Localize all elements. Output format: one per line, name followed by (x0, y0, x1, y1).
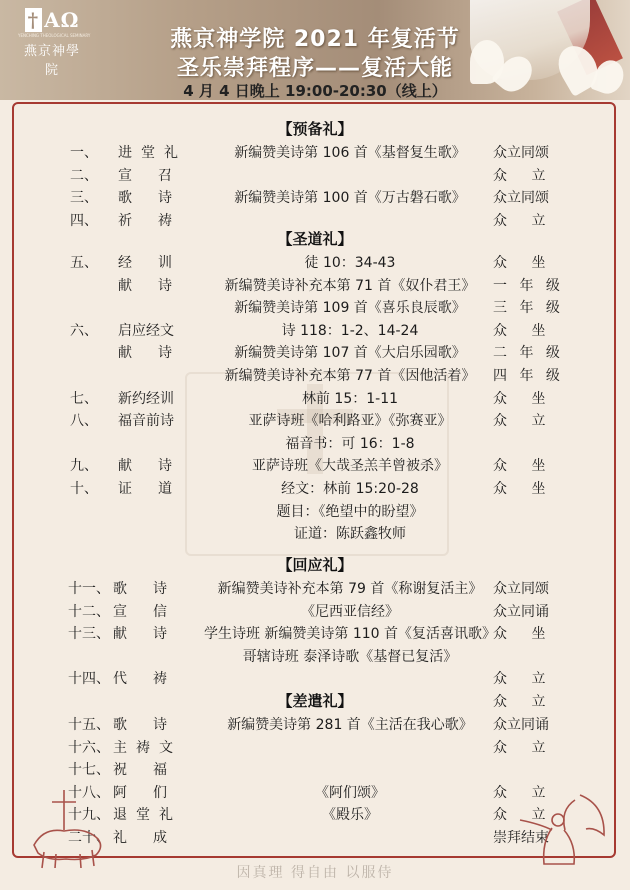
program-row (0, 388, 630, 410)
item-number: 三、 (70, 190, 98, 207)
item-content: 新编赞美诗补充本第 77 首《因他活着》 (224, 368, 476, 384)
program-row (0, 410, 630, 432)
posture-text: 崇拜结束 (493, 830, 549, 846)
logo-english-text: YENCHING THEOLOGICAL SEMINARY (18, 33, 91, 38)
item-name: 礼成 (113, 830, 193, 846)
program-row (0, 365, 630, 387)
item-name: 证道 (118, 481, 198, 497)
section-title: 【预备礼】 (277, 120, 353, 138)
program-row (0, 320, 630, 342)
posture-text: 众立同颂 (493, 145, 549, 161)
item-content: 《阿们颂》 (315, 784, 385, 801)
posture-text: 众 立 (493, 784, 556, 801)
program-row (0, 523, 630, 545)
item-content: 新编赞美诗第 100 首《万古磐石歌》 (234, 190, 466, 207)
item-number: 十、 (70, 481, 98, 497)
item-content: 哥辖诗班 泰泽诗歌《基督已复活》 (242, 648, 458, 665)
angel-drawing-icon (510, 790, 610, 870)
posture-text: 众立同颂 (493, 190, 549, 207)
posture-text: 众 坐 (493, 458, 556, 475)
item-content: 新编赞美诗补充本第 79 首《称谢复活主》 (217, 581, 483, 597)
program-row (0, 646, 630, 668)
item-number: 十一、 (68, 581, 110, 597)
item-number: 四、 (70, 212, 98, 229)
posture-text: 三 年 级 (493, 300, 564, 317)
item-name: 退堂礼 (113, 807, 182, 824)
item-content: 新编赞美诗第 281 首《主活在我心歌》 (227, 717, 473, 733)
item-content: 新编赞美诗补充本第 71 首《奴仆君王》 (224, 277, 476, 294)
item-number: 十七、 (68, 762, 110, 779)
posture-text: 众 坐 (493, 255, 556, 271)
program-row (0, 187, 630, 209)
program-row (0, 668, 630, 690)
item-name: 献诗 (113, 626, 193, 643)
program-row (0, 142, 630, 164)
item-content: 徒 10：34-43 (304, 255, 396, 271)
item-name: 祝福 (113, 762, 193, 779)
item-name: 主祷文 (113, 739, 182, 756)
section-title: 【回应礼】 (277, 556, 353, 574)
item-number: 十五、 (68, 717, 110, 733)
posture-text: 众 立 (493, 413, 556, 430)
motto-footer: 因真理 得自由 以服侍 (236, 865, 394, 881)
item-name: 宣信 (113, 603, 193, 620)
posture-text: 众 坐 (493, 390, 556, 407)
lamb-cross-drawing-icon (24, 790, 114, 870)
item-content: 林前 15：1-11 (301, 390, 399, 407)
posture-text: 众 立 (493, 739, 556, 756)
posture-text: 众立同颂 (493, 581, 549, 597)
item-name: 新约经训 (118, 390, 174, 407)
program-row (0, 714, 630, 736)
item-number: 七、 (70, 390, 98, 407)
item-number: 二十、 (68, 830, 110, 846)
program-row (0, 252, 630, 274)
alpha-omega-cross-icon: † ΑΩ (18, 8, 86, 32)
item-name: 进堂礼 (118, 145, 187, 161)
item-number: 一、 (70, 145, 98, 161)
item-name: 宣召 (118, 167, 198, 184)
program-row (0, 737, 630, 759)
logo-name: 燕京神學院 (23, 44, 80, 78)
posture-text: 众 立 (493, 212, 556, 229)
item-number: 十八、 (68, 784, 110, 801)
item-number: 九、 (70, 458, 98, 475)
item-content: 福音书：可 16：1-8 (285, 435, 415, 452)
item-name: 献诗 (118, 458, 198, 475)
program-row (0, 601, 630, 623)
program-row (0, 297, 630, 319)
item-name: 经训 (118, 255, 198, 271)
program-row (0, 342, 630, 364)
posture-text: 一 年 级 (493, 277, 564, 294)
item-content: 新编赞美诗第 107 首《大启乐园歌》 (234, 345, 466, 362)
item-name: 歌诗 (113, 581, 193, 597)
item-content: 新编赞美诗第 106 首《基督复生歌》 (234, 145, 466, 161)
program-row (0, 165, 630, 187)
item-number: 十六、 (68, 739, 110, 756)
item-number: 十三、 (68, 626, 110, 643)
item-name: 献诗 (118, 345, 198, 362)
program-row (0, 623, 630, 645)
item-name: 阿们 (113, 784, 193, 801)
posture-text: 众 坐 (493, 481, 556, 497)
item-content: 题目：《绝望中的盼望》 (276, 503, 424, 520)
posture-text: 众 立 (493, 167, 556, 184)
item-number: 八、 (70, 413, 98, 430)
section-title: 【圣道礼】 (277, 230, 353, 248)
program-row (0, 501, 630, 523)
posture-text: 众 立 (493, 671, 556, 688)
item-number: 十四、 (68, 671, 110, 688)
program-row (0, 478, 630, 500)
posture-text: 众 立 (493, 694, 556, 710)
posture-text: 众立同诵 (493, 603, 549, 620)
service-datetime: 4 月 4 日晚上 19:00-20:30（线上） (183, 82, 447, 100)
item-content: 《殿乐》 (322, 807, 378, 824)
program-row (0, 578, 630, 600)
section-title: 【差遣礼】 (277, 692, 353, 710)
item-number: 十二、 (68, 603, 110, 620)
item-content: 亚萨诗班《哈利路亚》《弥赛亚》 (248, 413, 452, 430)
item-number: 六、 (70, 322, 98, 339)
posture-text: 众 立 (493, 807, 556, 824)
posture-text: 众 坐 (493, 626, 556, 643)
item-name: 代祷 (113, 671, 193, 688)
item-name: 福音前诗 (118, 413, 174, 430)
item-content: 经文：林前 15:20-28 (281, 481, 419, 497)
item-content: 新编赞美诗第 109 首《喜乐良辰歌》 (234, 300, 466, 317)
posture-text: 四 年 级 (493, 368, 564, 384)
program-row (0, 275, 630, 297)
posture-text: 众 坐 (493, 322, 556, 339)
page-title-line1: 燕京神学院 2021 年复活节 (170, 27, 460, 52)
item-name: 祈祷 (118, 212, 198, 229)
page-title-line2: 圣乐崇拜程序——复活大能 (176, 56, 453, 81)
item-content: 学生诗班 新编赞美诗第 110 首《复活喜讯歌》 (203, 626, 497, 643)
program-row (0, 455, 630, 477)
item-number: 十九、 (68, 807, 110, 824)
posture-text: 众立同诵 (493, 717, 549, 733)
program-row (0, 759, 630, 781)
item-name: 歌诗 (113, 717, 193, 733)
item-name: 启应经文 (118, 322, 174, 339)
item-number: 五、 (70, 255, 98, 271)
program-row (0, 433, 630, 455)
item-name: 献诗 (118, 277, 198, 294)
posture-text: 二 年 级 (493, 345, 564, 362)
item-name: 歌诗 (118, 190, 198, 207)
item-content: 诗 118：1-2、14-24 (281, 322, 419, 339)
item-content: 《尼西亚信经》 (301, 603, 399, 620)
item-number: 二、 (70, 167, 98, 184)
item-content: 亚萨诗班《大哉圣羔羊曾被杀》 (252, 458, 448, 475)
item-content: 证道：陈跃鑫牧师 (294, 526, 406, 543)
